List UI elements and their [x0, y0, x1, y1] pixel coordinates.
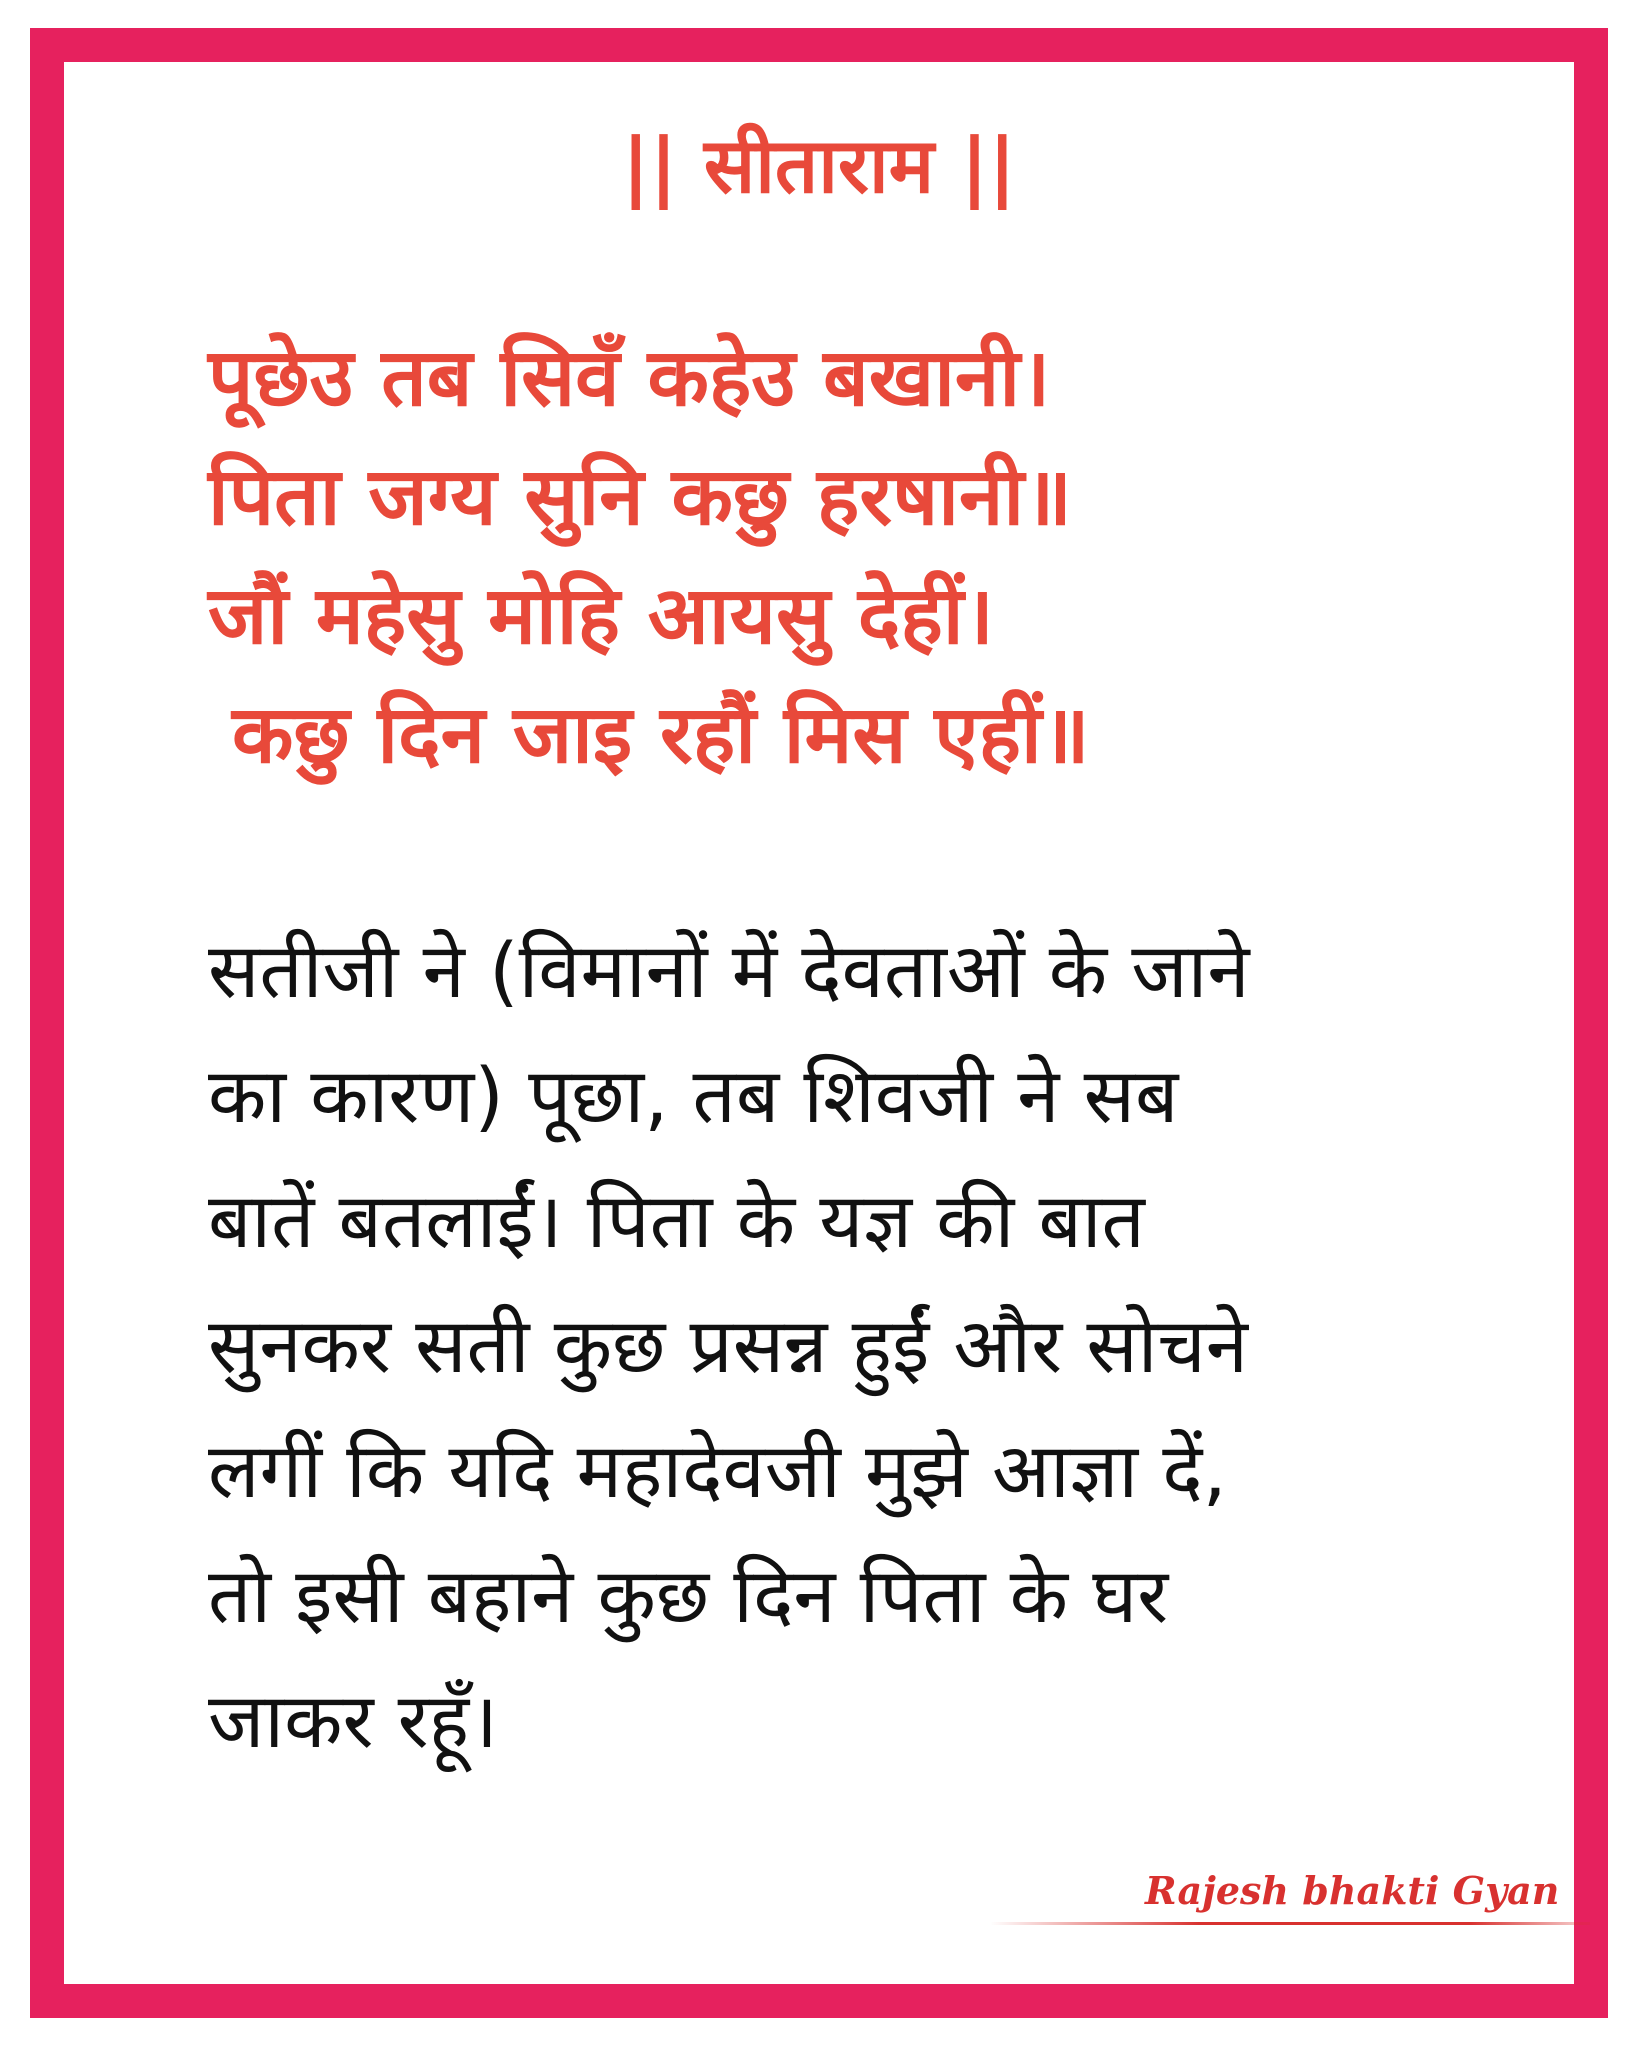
page-title: || सीताराम ||	[621, 121, 1017, 210]
meaning-line-2: का कारण) पूछा, तब शिवजी ने सब	[208, 1051, 1179, 1140]
verse-block	[208, 318, 1090, 794]
meaning-line-5: लगीं कि यदि महादेवजी मुझे आज्ञा दें,	[208, 1426, 1227, 1515]
meaning-line-6: तो इसी बहाने कुछ दिन पिता के घर	[208, 1551, 1169, 1640]
meaning-line-4: सुनकर सती कुछ प्रसन्न हुईं और सोचने	[208, 1301, 1248, 1390]
meaning-line-1: सतीजी ने (विमानों में देवताओं के जाने	[208, 926, 1250, 1015]
watermark-underline	[990, 1922, 1590, 1925]
verse-line-3: जौं महेसु मोहि आयसु देहीं।	[208, 569, 994, 662]
watermark-signature: Rajesh bhakti Gyan	[1145, 1868, 1560, 1913]
verse-line-1: पूछेउ तब सिवँ कहेउ बखानी।	[208, 331, 1051, 424]
verse-line-2: पिता जग्य सुनि कछु हरषानी॥	[208, 450, 1073, 543]
meaning-block	[208, 908, 1250, 1783]
verse-line-4: कछु दिन जाइ रहौं मिस एहीं॥	[232, 688, 1090, 781]
meaning-line-7: जाकर रहूँ।	[208, 1676, 498, 1765]
meaning-line-3: बातें बतलाईं। पिता के यज्ञ की बात	[208, 1176, 1145, 1265]
